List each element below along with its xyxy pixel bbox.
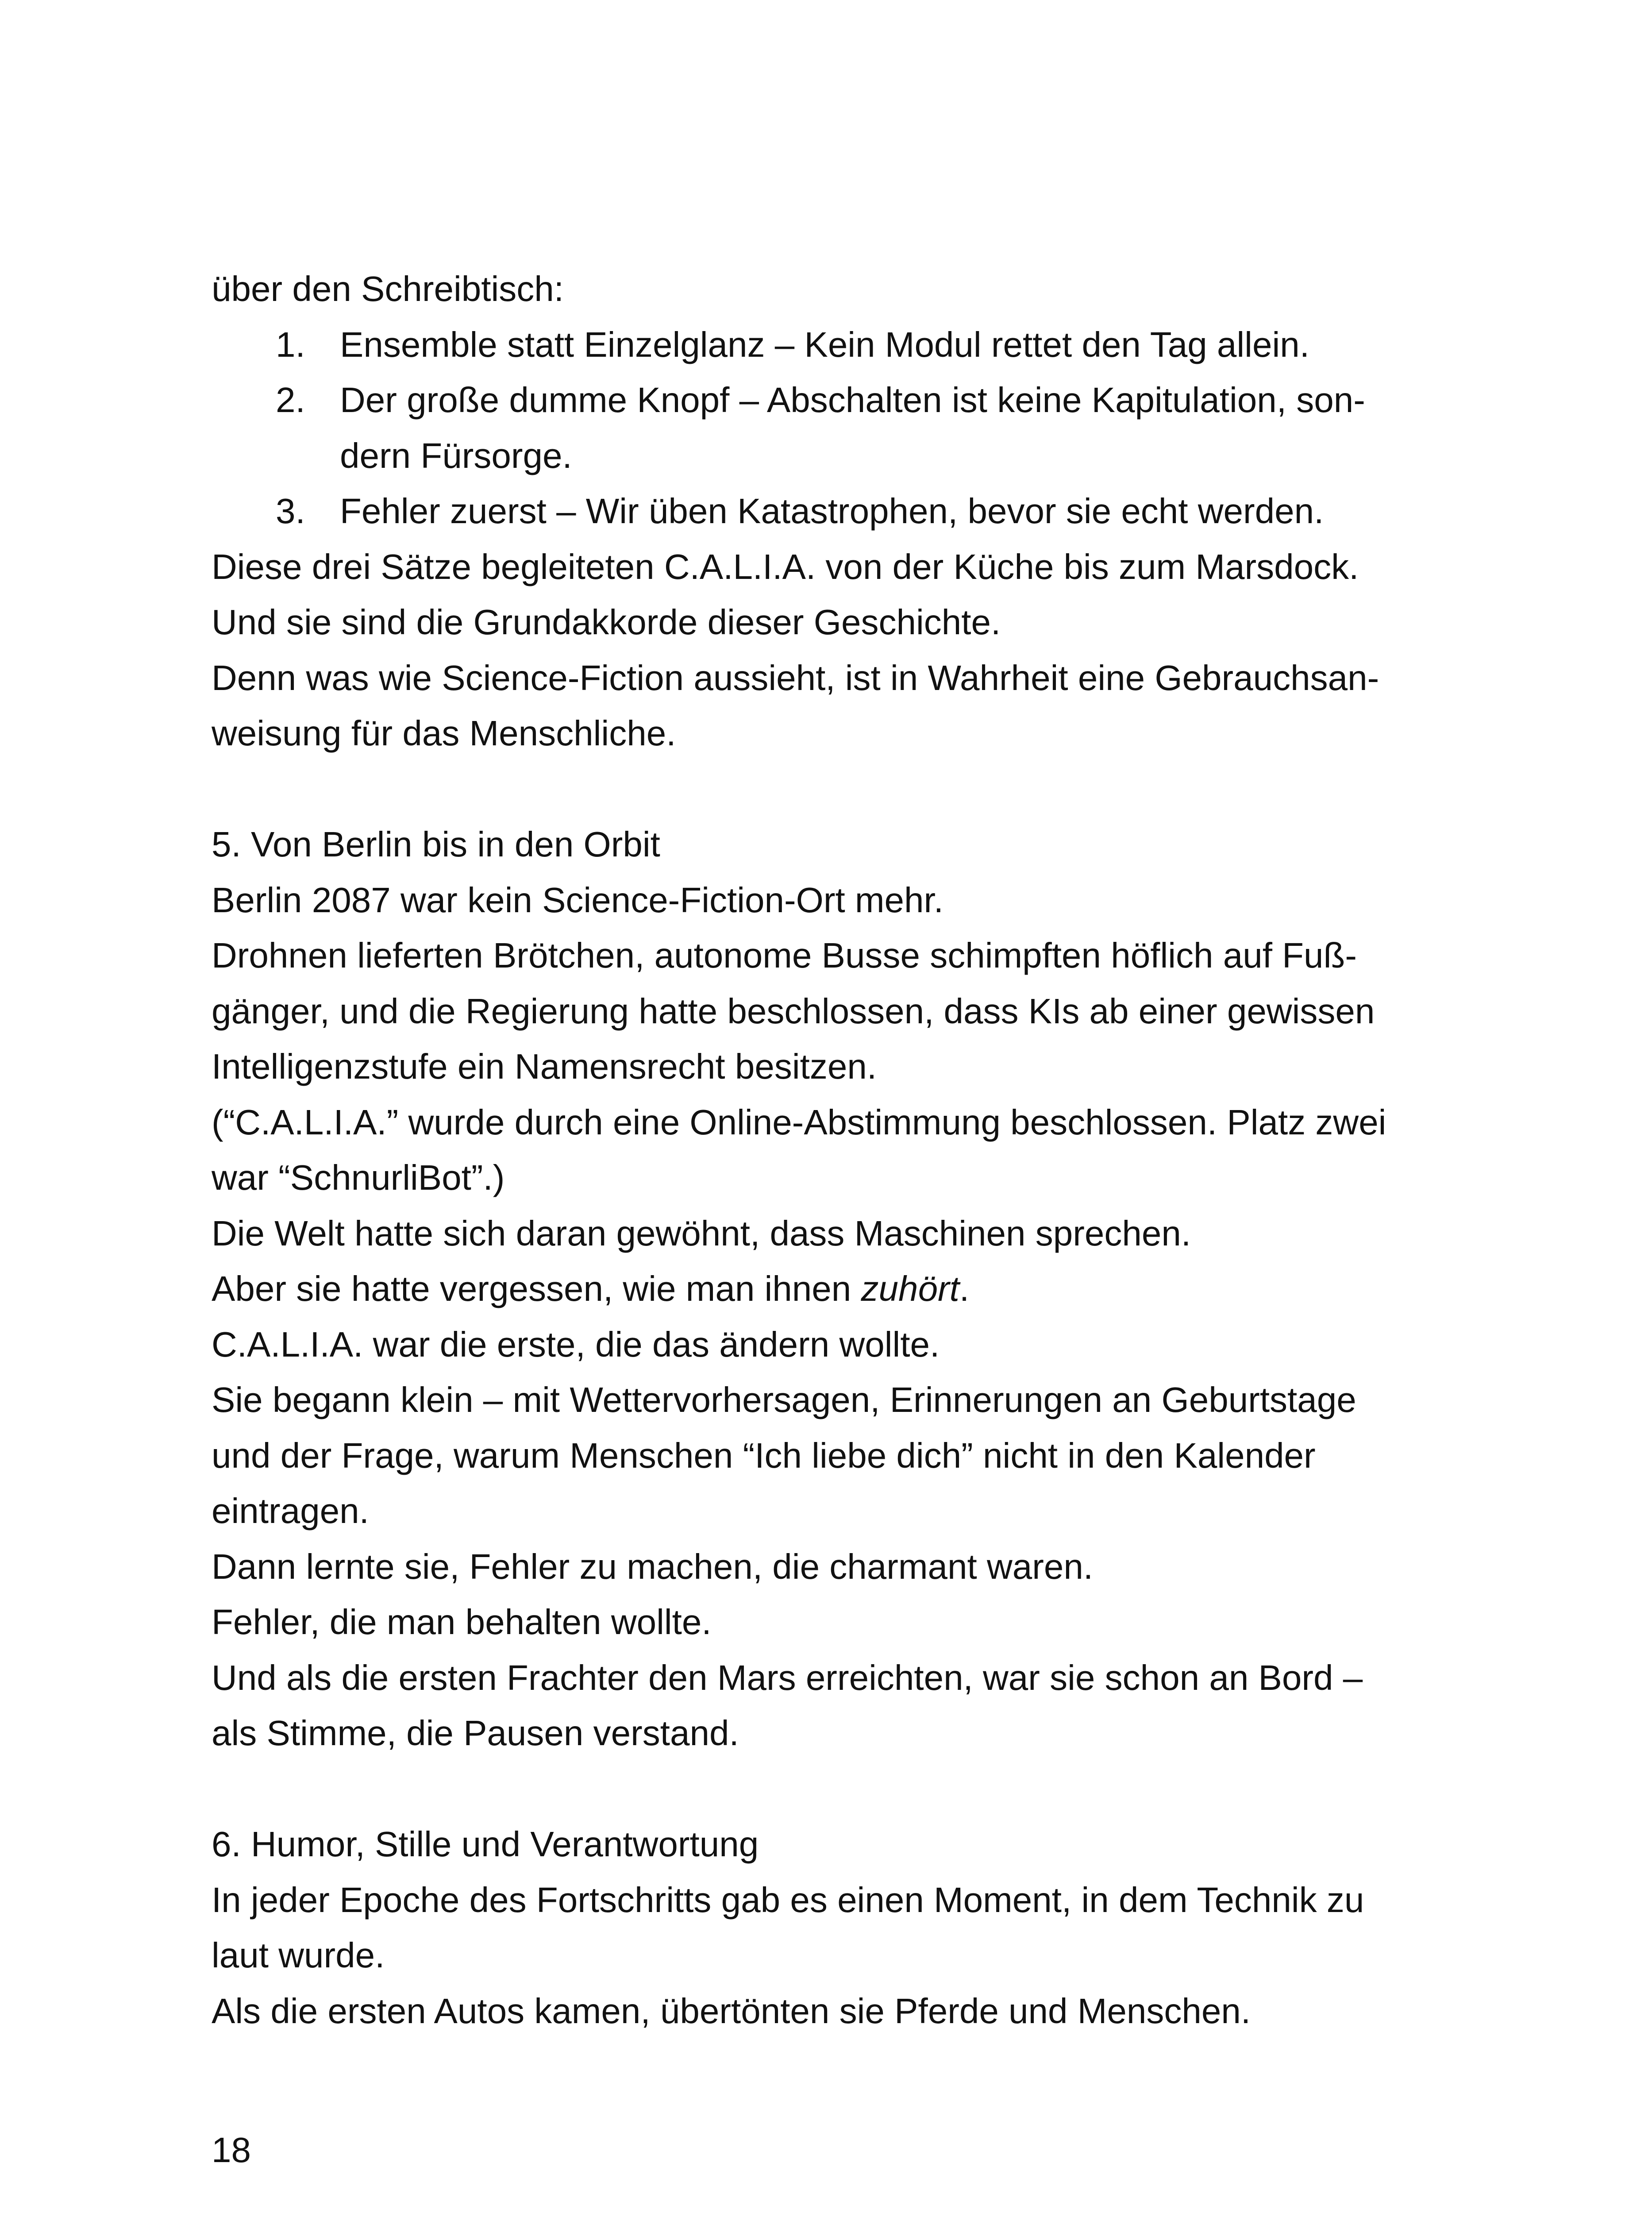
paragraph-line: Und als die ersten Frachter den Mars erreichten, war sie schon an Bord –: [212, 1658, 1363, 1697]
list-number: 1.: [276, 324, 305, 364]
blank-line: [212, 761, 1442, 817]
paragraph-line: laut wurde.: [212, 1935, 385, 1975]
blank-line: [212, 1761, 1442, 1817]
paragraph-line: C.A.L.I.A. war die erste, die das ändern wollte.: [212, 1324, 940, 1364]
numbered-list: [212, 317, 1442, 539]
text-run: Aber sie hatte vergessen, wie man ihnen: [212, 1269, 861, 1308]
paragraph-line: Denn was wie Science-Fiction aussieht, ist in Wahrheit eine Gebrauchsan-: [212, 658, 1379, 698]
paragraph-line: In jeder Epoche des Fortschritts gab es einen Moment, in dem Technik zu: [212, 1880, 1364, 1920]
list-item: [212, 317, 1442, 373]
paragraph-line: Die Welt hatte sich daran gewöhnt, dass Maschinen sprechen.: [212, 1213, 1191, 1253]
paragraph-line: Berlin 2087 war kein Science-Fiction-Ort mehr.: [212, 880, 943, 920]
paragraph-line-italic: [212, 1261, 1442, 1317]
list-item: [212, 483, 1442, 539]
paragraph-line: Diese drei Sätze begleiteten C.A.L.I.A. von der Küche bis zum Marsdock.: [212, 547, 1359, 586]
text-run: .: [959, 1269, 970, 1308]
paragraph-line: Dann lernte sie, Fehler zu machen, die charmant waren.: [212, 1546, 1094, 1586]
list-number: 2.: [276, 380, 305, 420]
page-number: 18: [212, 2130, 251, 2170]
list-item-text: Der große dumme Knopf – Abschalten ist keine Kapitulation, son-: [340, 380, 1365, 420]
paragraph-line: eintragen.: [212, 1491, 369, 1531]
list-item: [212, 372, 1442, 483]
paragraph-line: Sie begann klein – mit Wettervorhersagen, Erinnerungen an Geburtstage: [212, 1380, 1356, 1419]
paragraph-line: als Stimme, die Pausen verstand.: [212, 1713, 739, 1753]
section-heading: 6. Humor, Stille und Verantwortung: [212, 1824, 759, 1864]
paragraph-line: Drohnen lieferten Brötchen, autonome Busse schimpften höflich auf Fuß-: [212, 936, 1357, 975]
paragraph-line: Und sie sind die Grundakkorde dieser Geschichte.: [212, 602, 1001, 642]
paragraph-line: (“C.A.L.I.A.” wurde durch eine Online-Abstimmung beschlossen. Platz zwei: [212, 1102, 1386, 1142]
paragraph-line: Als die ersten Autos kamen, übertönten sie Pferde und Menschen.: [212, 1991, 1251, 2031]
paragraph-line: war “SchnurliBot”.): [212, 1158, 505, 1197]
emphasis-text: zuhört: [861, 1269, 959, 1308]
list-item-text: dern Fürsorge.: [340, 436, 572, 475]
list-number: 3.: [276, 491, 305, 531]
intro-line: über den Schreibtisch:: [212, 269, 564, 308]
list-item-text: Fehler zuerst – Wir üben Katastrophen, bevor sie echt werden.: [340, 491, 1324, 531]
paragraph-line: und der Frage, warum Menschen “Ich liebe dich” nicht in den Kalender: [212, 1435, 1316, 1475]
paragraph-line: Intelligenzstufe ein Namensrecht besitzen.: [212, 1047, 877, 1086]
body-text: [212, 261, 1442, 2039]
paragraph-line: gänger, und die Regierung hatte beschlossen, dass KIs ab einer gewissen: [212, 991, 1375, 1031]
paragraph-line: weisung für das Menschliche.: [212, 713, 676, 753]
list-item-text: Ensemble statt Einzelglanz – Kein Modul rettet den Tag allein.: [340, 324, 1309, 364]
section-heading: 5. Von Berlin bis in den Orbit: [212, 825, 660, 864]
paragraph-line: Fehler, die man behalten wollte.: [212, 1602, 712, 1642]
